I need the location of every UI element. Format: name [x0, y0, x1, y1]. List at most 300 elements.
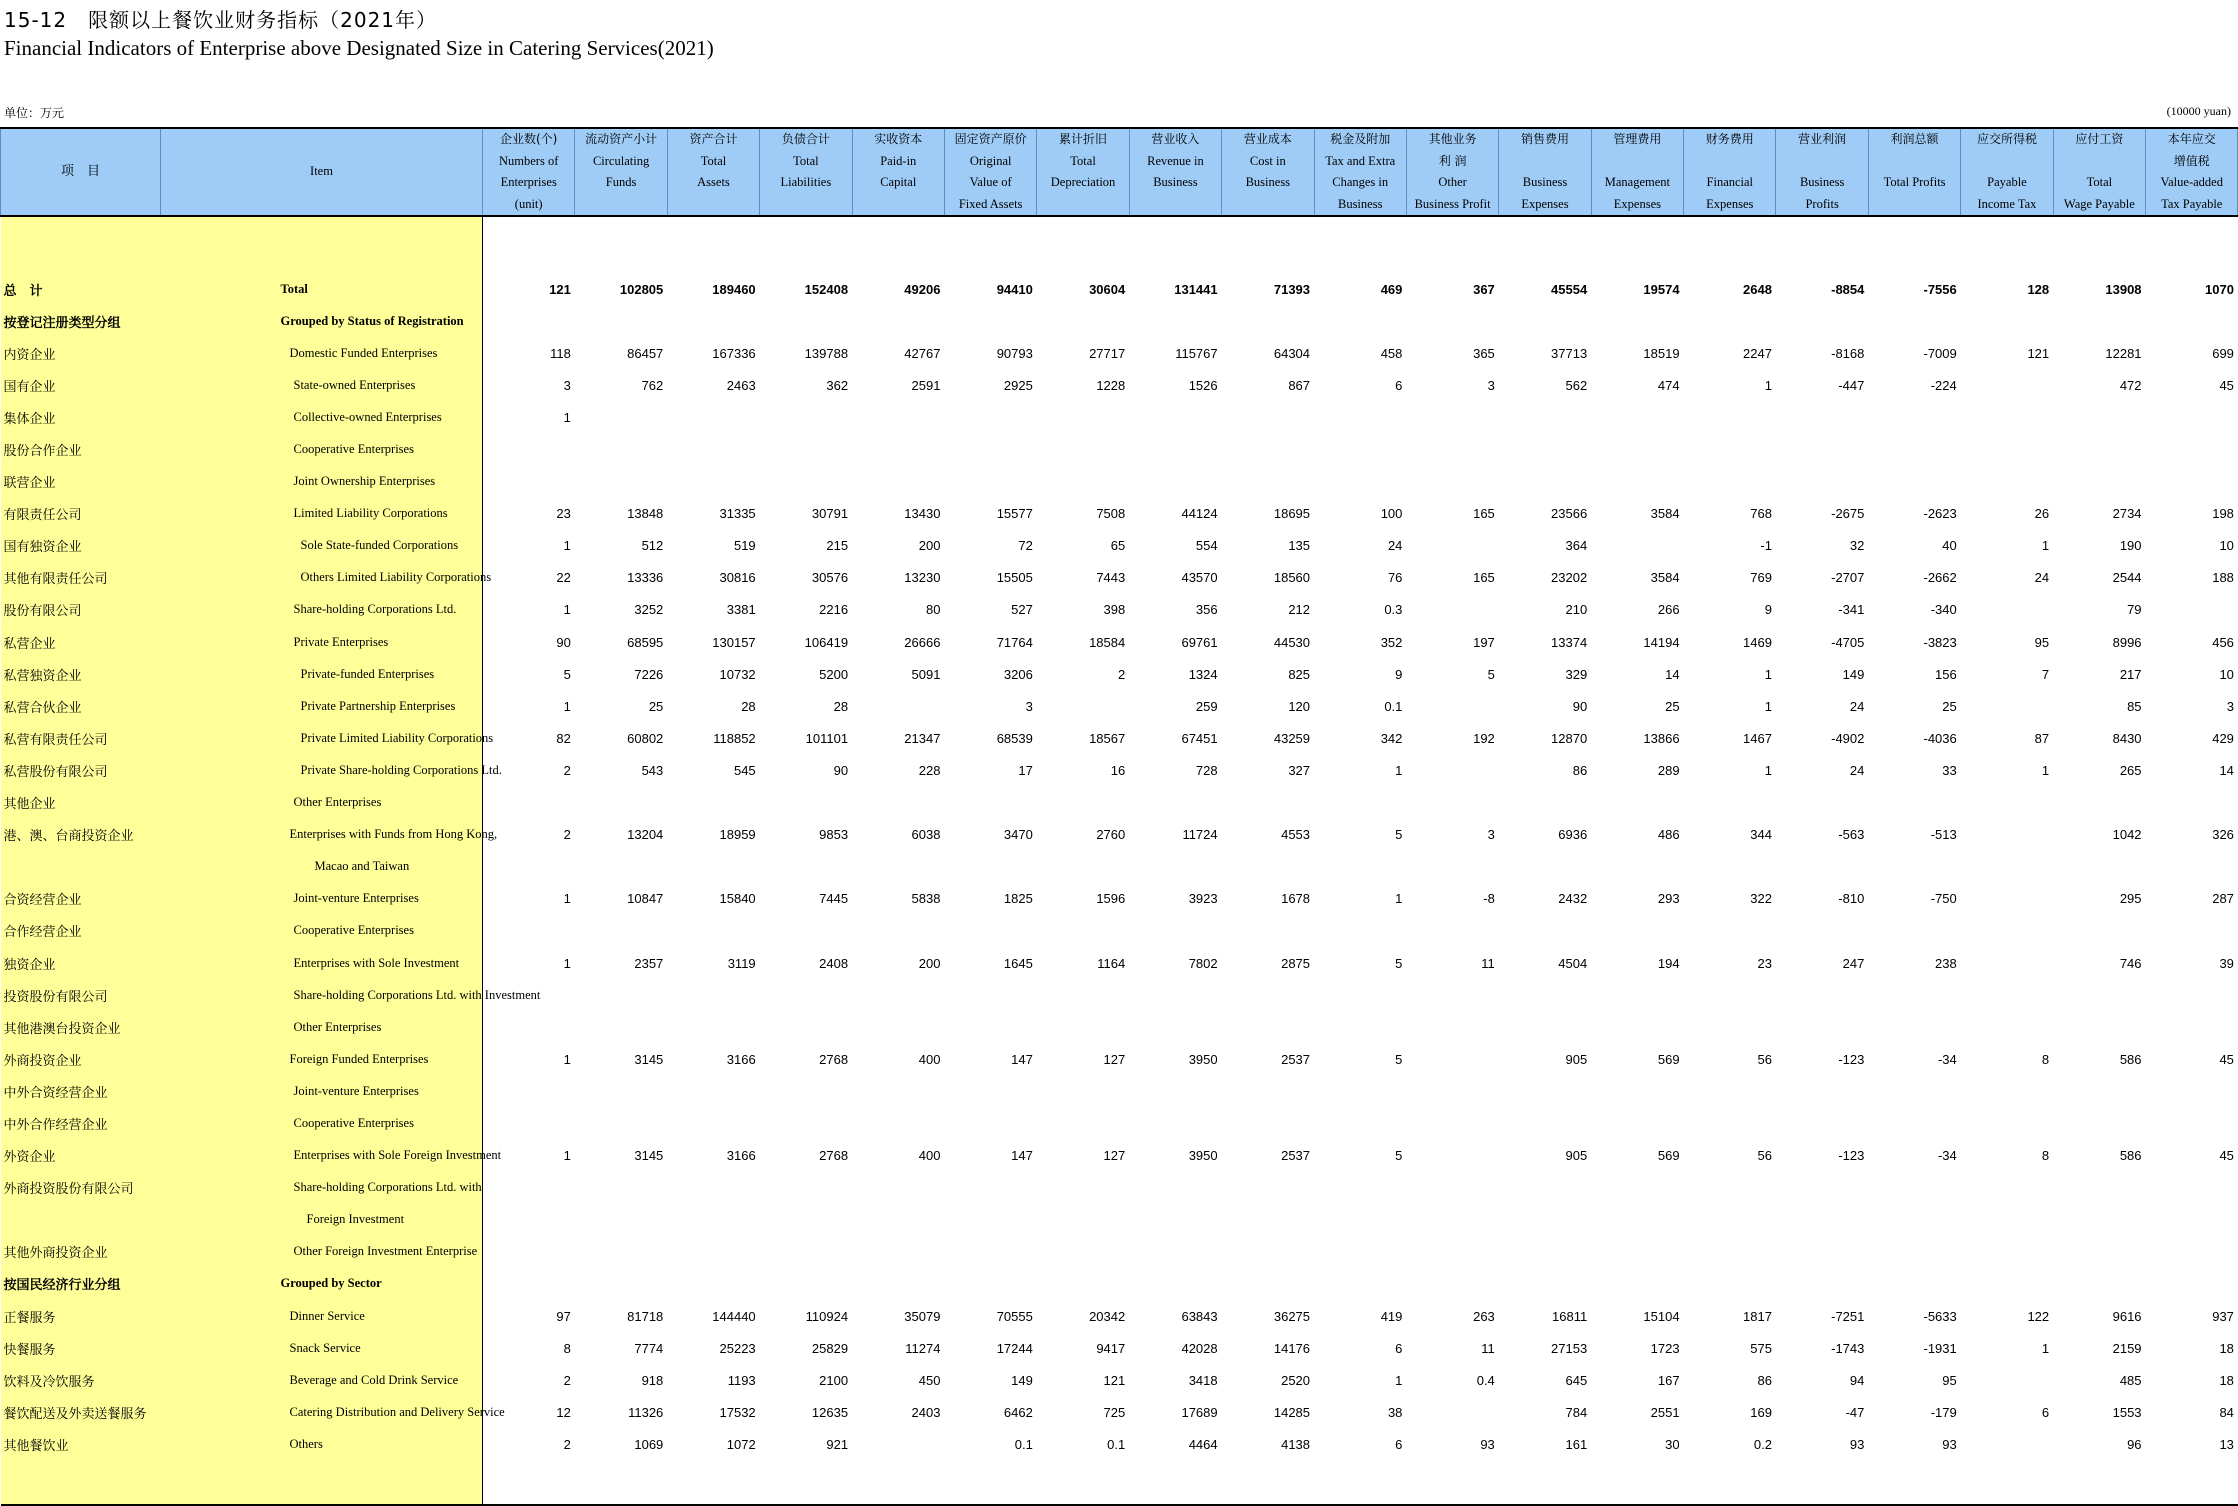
- column-header-line: Other: [1438, 175, 1467, 189]
- value-cell: 42767: [904, 345, 941, 361]
- value-cell: [667, 466, 759, 498]
- value-cell: 10: [2219, 666, 2234, 682]
- row-label-en: Limited Liability Corporations: [161, 498, 483, 530]
- value-cell: [944, 401, 1036, 433]
- value-cell: 165: [1473, 506, 1495, 522]
- value-cell: [1684, 787, 1776, 819]
- table-cell: [760, 216, 852, 273]
- value-cell: [1868, 1011, 1960, 1043]
- value-cell: [575, 466, 667, 498]
- table-spacer-row: [1, 216, 2238, 273]
- column-header-line: Wage Payable: [2063, 196, 2135, 211]
- value-cell: [1037, 1011, 1129, 1043]
- table-row: [1, 1204, 2238, 1236]
- value-cell: [944, 1075, 1036, 1107]
- value-cell: [2053, 851, 2145, 883]
- value-cell: [1868, 305, 1960, 337]
- column-header-line: Total Profits: [1883, 175, 1946, 189]
- value-cell: [1406, 305, 1498, 337]
- table-cell: [2146, 1460, 2238, 1505]
- value-cell: 364: [1565, 538, 1588, 554]
- table-spacer-row: [1, 1460, 2238, 1505]
- value-cell: 5: [1395, 1148, 1403, 1164]
- value-cell: 342: [1380, 730, 1403, 746]
- value-cell: 485: [2119, 1372, 2142, 1388]
- value-cell: [1314, 1204, 1406, 1236]
- value-cell: 6: [1395, 1436, 1403, 1452]
- value-cell: 86: [1757, 1372, 1772, 1388]
- table-title-en: Financial Indicators of Enterprise above Designated Size in Catering Services(2021): [4, 36, 714, 60]
- value-cell: [1868, 1075, 1960, 1107]
- value-cell: [1406, 1396, 1498, 1428]
- table-row: [1, 466, 2238, 498]
- value-cell: [1037, 787, 1129, 819]
- value-cell: 2403: [911, 1404, 941, 1420]
- value-cell: [483, 433, 575, 465]
- value-cell: [1684, 433, 1776, 465]
- value-cell: 24: [1849, 762, 1865, 778]
- column-header-line: [1499, 151, 1590, 173]
- value-cell: 14: [1665, 666, 1680, 682]
- value-cell: 12635: [811, 1404, 849, 1420]
- value-cell: 12281: [2105, 345, 2142, 361]
- row-label-cn: 国有独资企业: [1, 530, 161, 562]
- value-cell: [1868, 851, 1960, 883]
- row-label-en: Other Foreign Investment Enterprise: [161, 1236, 483, 1268]
- table-row: [1, 819, 2238, 851]
- value-cell: [1961, 1364, 2053, 1396]
- value-cell: 45: [2219, 377, 2234, 393]
- value-cell: -1743: [1831, 1340, 1865, 1356]
- value-cell: [1776, 1107, 1868, 1139]
- value-cell: 4553: [1281, 827, 1311, 843]
- value-cell: [483, 1107, 575, 1139]
- value-cell: 1553: [2112, 1404, 2142, 1420]
- value-cell: -2707: [1831, 570, 1865, 586]
- value-cell: 3145: [634, 1148, 664, 1164]
- value-cell: 17689: [1181, 1404, 1218, 1420]
- column-header-line: 流动资产小计: [585, 132, 658, 146]
- value-cell: 1070: [2205, 281, 2234, 297]
- column-header-line: 税金及附加: [1330, 132, 1391, 146]
- row-label-en: Private-funded Enterprises: [161, 658, 483, 690]
- value-cell: 60802: [627, 730, 664, 746]
- value-cell: 322: [1750, 891, 1772, 907]
- financial-indicators-table: [0, 127, 2238, 1506]
- value-cell: [2053, 433, 2145, 465]
- row-label-en: State-owned Enterprises: [161, 369, 483, 401]
- row-label-cn: 国有企业: [1, 369, 161, 401]
- value-cell: [1776, 1172, 1868, 1204]
- row-label-en: Private Share-holding Corporations Ltd.: [161, 754, 483, 786]
- value-cell: [1961, 1075, 2053, 1107]
- value-cell: 3119: [727, 955, 756, 971]
- value-cell: 9417: [1096, 1340, 1126, 1356]
- column-header-line: Business: [1337, 196, 1383, 211]
- value-cell: [944, 1204, 1036, 1236]
- value-cell: [1222, 433, 1314, 465]
- value-cell: [1499, 1204, 1591, 1236]
- value-cell: 3206: [1003, 666, 1033, 682]
- value-cell: -3823: [1923, 634, 1957, 650]
- column-header-line: 应交所得税: [1976, 132, 2037, 146]
- table-row: [1, 1075, 2238, 1107]
- value-cell: 1: [563, 602, 571, 618]
- value-cell: 1: [1764, 377, 1772, 393]
- value-cell: 7802: [1188, 955, 1218, 971]
- value-cell: 4464: [1188, 1436, 1218, 1452]
- row-label-en: Others Limited Liability Corporations: [161, 562, 483, 594]
- value-cell: [852, 1075, 944, 1107]
- value-cell: [1222, 851, 1314, 883]
- value-cell: [1037, 915, 1129, 947]
- table-cell: [1314, 216, 1406, 273]
- row-label-en: Grouped by Sector: [161, 1268, 483, 1300]
- value-cell: [852, 433, 944, 465]
- column-header: [1037, 128, 1129, 216]
- value-cell: [1868, 787, 1960, 819]
- row-label-en: Collective-owned Enterprises: [161, 401, 483, 433]
- table-cell: [852, 216, 944, 273]
- value-cell: 30791: [811, 506, 849, 522]
- row-label-cn: 私营有限责任公司: [1, 722, 161, 754]
- value-cell: 2925: [1003, 377, 1033, 393]
- table-row: [1, 690, 2238, 722]
- value-cell: 7774: [634, 1340, 664, 1356]
- value-cell: [1222, 1236, 1314, 1268]
- value-cell: [1684, 1268, 1776, 1300]
- value-cell: 156: [1935, 666, 1957, 682]
- value-cell: 10: [2219, 538, 2234, 554]
- row-label-cn: 有限责任公司: [1, 498, 161, 530]
- value-cell: 6462: [1003, 1404, 1033, 1420]
- column-header-line: Business Profit: [1414, 196, 1491, 211]
- value-cell: 23202: [1551, 570, 1588, 586]
- value-cell: 569: [1657, 1051, 1680, 1067]
- table-row: [1, 530, 2238, 562]
- table-cell: [1, 1460, 161, 1505]
- value-cell: 121: [2027, 345, 2050, 361]
- row-label-cn: 中外合资经营企业: [1, 1075, 161, 1107]
- table-row: [1, 1364, 2238, 1396]
- value-cell: 13908: [2105, 281, 2142, 297]
- table-cell: [1684, 1460, 1776, 1505]
- value-cell: [1222, 915, 1314, 947]
- value-cell: 1: [2041, 538, 2050, 554]
- value-cell: [1037, 305, 1129, 337]
- value-cell: 1645: [1003, 955, 1033, 971]
- value-cell: 365: [1473, 345, 1495, 361]
- value-cell: [944, 1011, 1036, 1043]
- value-cell: [1406, 433, 1498, 465]
- value-cell: [1591, 1236, 1683, 1268]
- column-header-line: [575, 194, 666, 216]
- value-cell: 44124: [1181, 506, 1218, 522]
- value-cell: 11: [1481, 1340, 1495, 1356]
- table-cell: [852, 1460, 944, 1505]
- value-cell: 3252: [634, 602, 664, 618]
- value-cell: -179: [1930, 1404, 1957, 1420]
- value-cell: [575, 305, 667, 337]
- value-cell: 247: [1842, 955, 1865, 971]
- value-cell: 68595: [627, 634, 664, 650]
- value-cell: [483, 787, 575, 819]
- value-cell: [1499, 979, 1591, 1011]
- value-cell: [1961, 1268, 2053, 1300]
- value-cell: 362: [826, 377, 849, 393]
- value-cell: [944, 1107, 1036, 1139]
- value-cell: 131441: [1174, 281, 1218, 297]
- value-cell: [575, 1172, 667, 1204]
- column-header-line: (unit): [514, 196, 543, 211]
- value-cell: 27153: [1551, 1340, 1588, 1356]
- value-cell: 2768: [819, 1051, 849, 1067]
- value-cell: 2537: [1281, 1051, 1311, 1067]
- column-header-line: 其他业务: [1428, 132, 1477, 146]
- value-cell: 329: [1565, 666, 1588, 682]
- column-header-line: Total: [1070, 153, 1096, 168]
- value-cell: 3166: [726, 1051, 756, 1067]
- value-cell: [1129, 305, 1221, 337]
- value-cell: 15577: [996, 506, 1033, 522]
- value-cell: 266: [1657, 602, 1680, 618]
- row-label-cn: 其他企业: [1, 787, 161, 819]
- value-cell: [667, 305, 759, 337]
- value-cell: [1499, 1236, 1591, 1268]
- value-cell: [667, 433, 759, 465]
- value-cell: [1314, 915, 1406, 947]
- row-label-cn: 其他港澳台投资企业: [1, 1011, 161, 1043]
- value-cell: 472: [2119, 377, 2142, 393]
- value-cell: 110924: [805, 1308, 849, 1324]
- column-header-line: 利润总额: [1890, 132, 1939, 146]
- value-cell: 2: [563, 1372, 571, 1388]
- value-cell: 102805: [619, 281, 664, 297]
- row-label-cn: 集体企业: [1, 401, 161, 433]
- value-cell: 198: [2212, 506, 2234, 522]
- value-cell: [483, 466, 575, 498]
- value-cell: 45: [2219, 1148, 2234, 1164]
- column-header-line: 固定资产原价: [954, 132, 1027, 146]
- value-cell: 3470: [1003, 827, 1033, 843]
- value-cell: 22: [556, 570, 571, 586]
- value-cell: [944, 433, 1036, 465]
- value-cell: 1825: [1003, 891, 1033, 907]
- value-cell: 2408: [819, 955, 849, 971]
- value-cell: -4902: [1831, 730, 1865, 746]
- value-cell: 1: [1395, 891, 1403, 907]
- row-label-cn: 按登记注册类型分组: [1, 305, 161, 337]
- value-cell: [1499, 401, 1591, 433]
- value-cell: 3: [1487, 377, 1495, 393]
- value-cell: 2591: [911, 377, 941, 393]
- value-cell: [1868, 915, 1960, 947]
- row-label-cn: 合资经营企业: [1, 883, 161, 915]
- value-cell: [483, 915, 575, 947]
- table-row: [1, 1300, 2238, 1332]
- value-cell: [575, 851, 667, 883]
- table-cell: [1591, 216, 1683, 273]
- value-cell: [1314, 979, 1406, 1011]
- table-cell: [1961, 216, 2053, 273]
- value-cell: 82: [556, 730, 571, 746]
- value-cell: 12870: [1551, 730, 1588, 746]
- column-header-line: 累计折旧: [1059, 132, 1108, 146]
- row-label-cn: 内资企业: [1, 337, 161, 369]
- value-cell: 429: [2212, 730, 2234, 746]
- value-cell: [1684, 466, 1776, 498]
- value-cell: [2053, 1204, 2145, 1236]
- column-header-line: [1776, 151, 1867, 173]
- value-cell: 16811: [1552, 1308, 1588, 1324]
- value-cell: [1406, 1043, 1498, 1075]
- value-cell: 5838: [911, 891, 941, 907]
- value-cell: [2146, 979, 2238, 1011]
- value-cell: [944, 979, 1036, 1011]
- value-cell: 36275: [1273, 1308, 1311, 1324]
- value-cell: [1406, 1075, 1498, 1107]
- column-header-line: Fixed Assets: [958, 196, 1023, 211]
- value-cell: 7: [2041, 666, 2050, 682]
- value-cell: [2146, 851, 2238, 883]
- row-label-cn: 饮料及冷饮服务: [1, 1364, 161, 1396]
- column-header-line: 管理费用: [1613, 132, 1662, 146]
- value-cell: 344: [1750, 827, 1772, 843]
- value-cell: 8: [563, 1340, 571, 1356]
- value-cell: [667, 1107, 759, 1139]
- column-header: [760, 128, 852, 216]
- value-cell: 13336: [627, 570, 664, 586]
- value-cell: 469: [1380, 281, 1403, 297]
- value-cell: [1591, 466, 1683, 498]
- value-cell: [1406, 851, 1498, 883]
- value-cell: 1: [563, 1148, 571, 1164]
- value-cell: [1406, 466, 1498, 498]
- value-cell: 486: [1657, 827, 1680, 843]
- value-cell: [852, 1204, 944, 1236]
- value-cell: 15104: [1643, 1308, 1680, 1324]
- value-cell: [2146, 1172, 2238, 1204]
- column-header-line: Total: [2086, 175, 2113, 189]
- value-cell: 118852: [713, 730, 756, 746]
- value-cell: 905: [1565, 1051, 1588, 1067]
- table-cell: [1037, 1460, 1129, 1505]
- value-cell: 2159: [2112, 1340, 2142, 1356]
- value-cell: 23566: [1551, 506, 1588, 522]
- column-header-line: [1037, 194, 1128, 216]
- value-cell: 398: [1103, 602, 1126, 618]
- column-header-line: 销售费用: [1520, 132, 1569, 146]
- row-label-cn: 私营合伙企业: [1, 690, 161, 722]
- table-row: [1, 433, 2238, 465]
- value-cell: 1228: [1096, 377, 1126, 393]
- row-label-cn: 独资企业: [1, 947, 161, 979]
- value-cell: 228: [918, 762, 941, 778]
- row-label-cn: [1, 851, 161, 883]
- value-cell: 45: [2219, 1051, 2234, 1067]
- value-cell: [2053, 1011, 2145, 1043]
- value-cell: [483, 1075, 575, 1107]
- value-cell: 645: [1565, 1372, 1588, 1388]
- table-row: [1, 369, 2238, 401]
- value-cell: 295: [2119, 891, 2142, 907]
- value-cell: 1467: [1743, 730, 1772, 746]
- value-cell: [483, 1172, 575, 1204]
- value-cell: [1868, 401, 1960, 433]
- value-cell: [852, 979, 944, 1011]
- row-label-cn: 总 计: [1, 273, 161, 305]
- column-header-line: [1130, 194, 1221, 216]
- value-cell: 122: [2027, 1308, 2050, 1324]
- table-cell: [1129, 216, 1221, 273]
- table-row: [1, 722, 2238, 754]
- value-cell: -4705: [1831, 634, 1865, 650]
- value-cell: -34: [1937, 1051, 1957, 1067]
- value-cell: [1868, 466, 1960, 498]
- value-cell: 38: [1387, 1404, 1403, 1420]
- value-cell: 147: [1011, 1051, 1033, 1067]
- table-cell: [1129, 1460, 1221, 1505]
- value-cell: -123: [1838, 1148, 1865, 1164]
- value-cell: 200: [918, 955, 941, 971]
- value-cell: [1961, 947, 2053, 979]
- value-cell: [760, 787, 852, 819]
- column-header-line: Enterprises: [500, 175, 557, 189]
- value-cell: 1: [563, 955, 571, 971]
- table-row: [1, 1396, 2238, 1428]
- column-header-line: Tax Payable: [2161, 196, 2223, 211]
- value-cell: [1868, 1107, 1960, 1139]
- value-cell: [575, 787, 667, 819]
- value-cell: [1961, 401, 2053, 433]
- row-label-cn: 中外合作经营企业: [1, 1107, 161, 1139]
- value-cell: 100: [1380, 506, 1403, 522]
- column-header-line: Expenses: [1706, 196, 1754, 211]
- value-cell: [667, 915, 759, 947]
- value-cell: -1: [1760, 538, 1772, 554]
- value-cell: 5: [1487, 666, 1495, 682]
- value-cell: [760, 851, 852, 883]
- value-cell: [1314, 1075, 1406, 1107]
- value-cell: [1961, 1172, 2053, 1204]
- column-header-line: Expenses: [1521, 196, 1569, 211]
- column-header-line: 利 润: [1438, 153, 1467, 168]
- value-cell: [1129, 433, 1221, 465]
- column-header: [1129, 128, 1221, 216]
- value-cell: [1499, 1011, 1591, 1043]
- value-cell: [1499, 1075, 1591, 1107]
- value-cell: 2: [563, 827, 571, 843]
- value-cell: 18567: [1089, 730, 1126, 746]
- value-cell: 37713: [1551, 345, 1588, 361]
- column-header-line: 负债合计: [781, 132, 830, 146]
- value-cell: [1684, 1204, 1776, 1236]
- value-cell: 23: [1757, 955, 1772, 971]
- row-label-en: Enterprises with Sole Foreign Investment: [161, 1140, 483, 1172]
- value-cell: 69761: [1181, 634, 1218, 650]
- value-cell: [2146, 1075, 2238, 1107]
- column-header-line: [760, 194, 851, 216]
- value-cell: 265: [2119, 762, 2142, 778]
- value-cell: 1526: [1188, 377, 1218, 393]
- row-label-en: Other Enterprises: [161, 1011, 483, 1043]
- table-row: [1, 851, 2238, 883]
- value-cell: 2768: [819, 1148, 849, 1164]
- column-header-line: [1869, 194, 1960, 216]
- value-cell: [1776, 1011, 1868, 1043]
- value-cell: 4138: [1281, 1436, 1311, 1452]
- value-cell: 25: [648, 698, 664, 714]
